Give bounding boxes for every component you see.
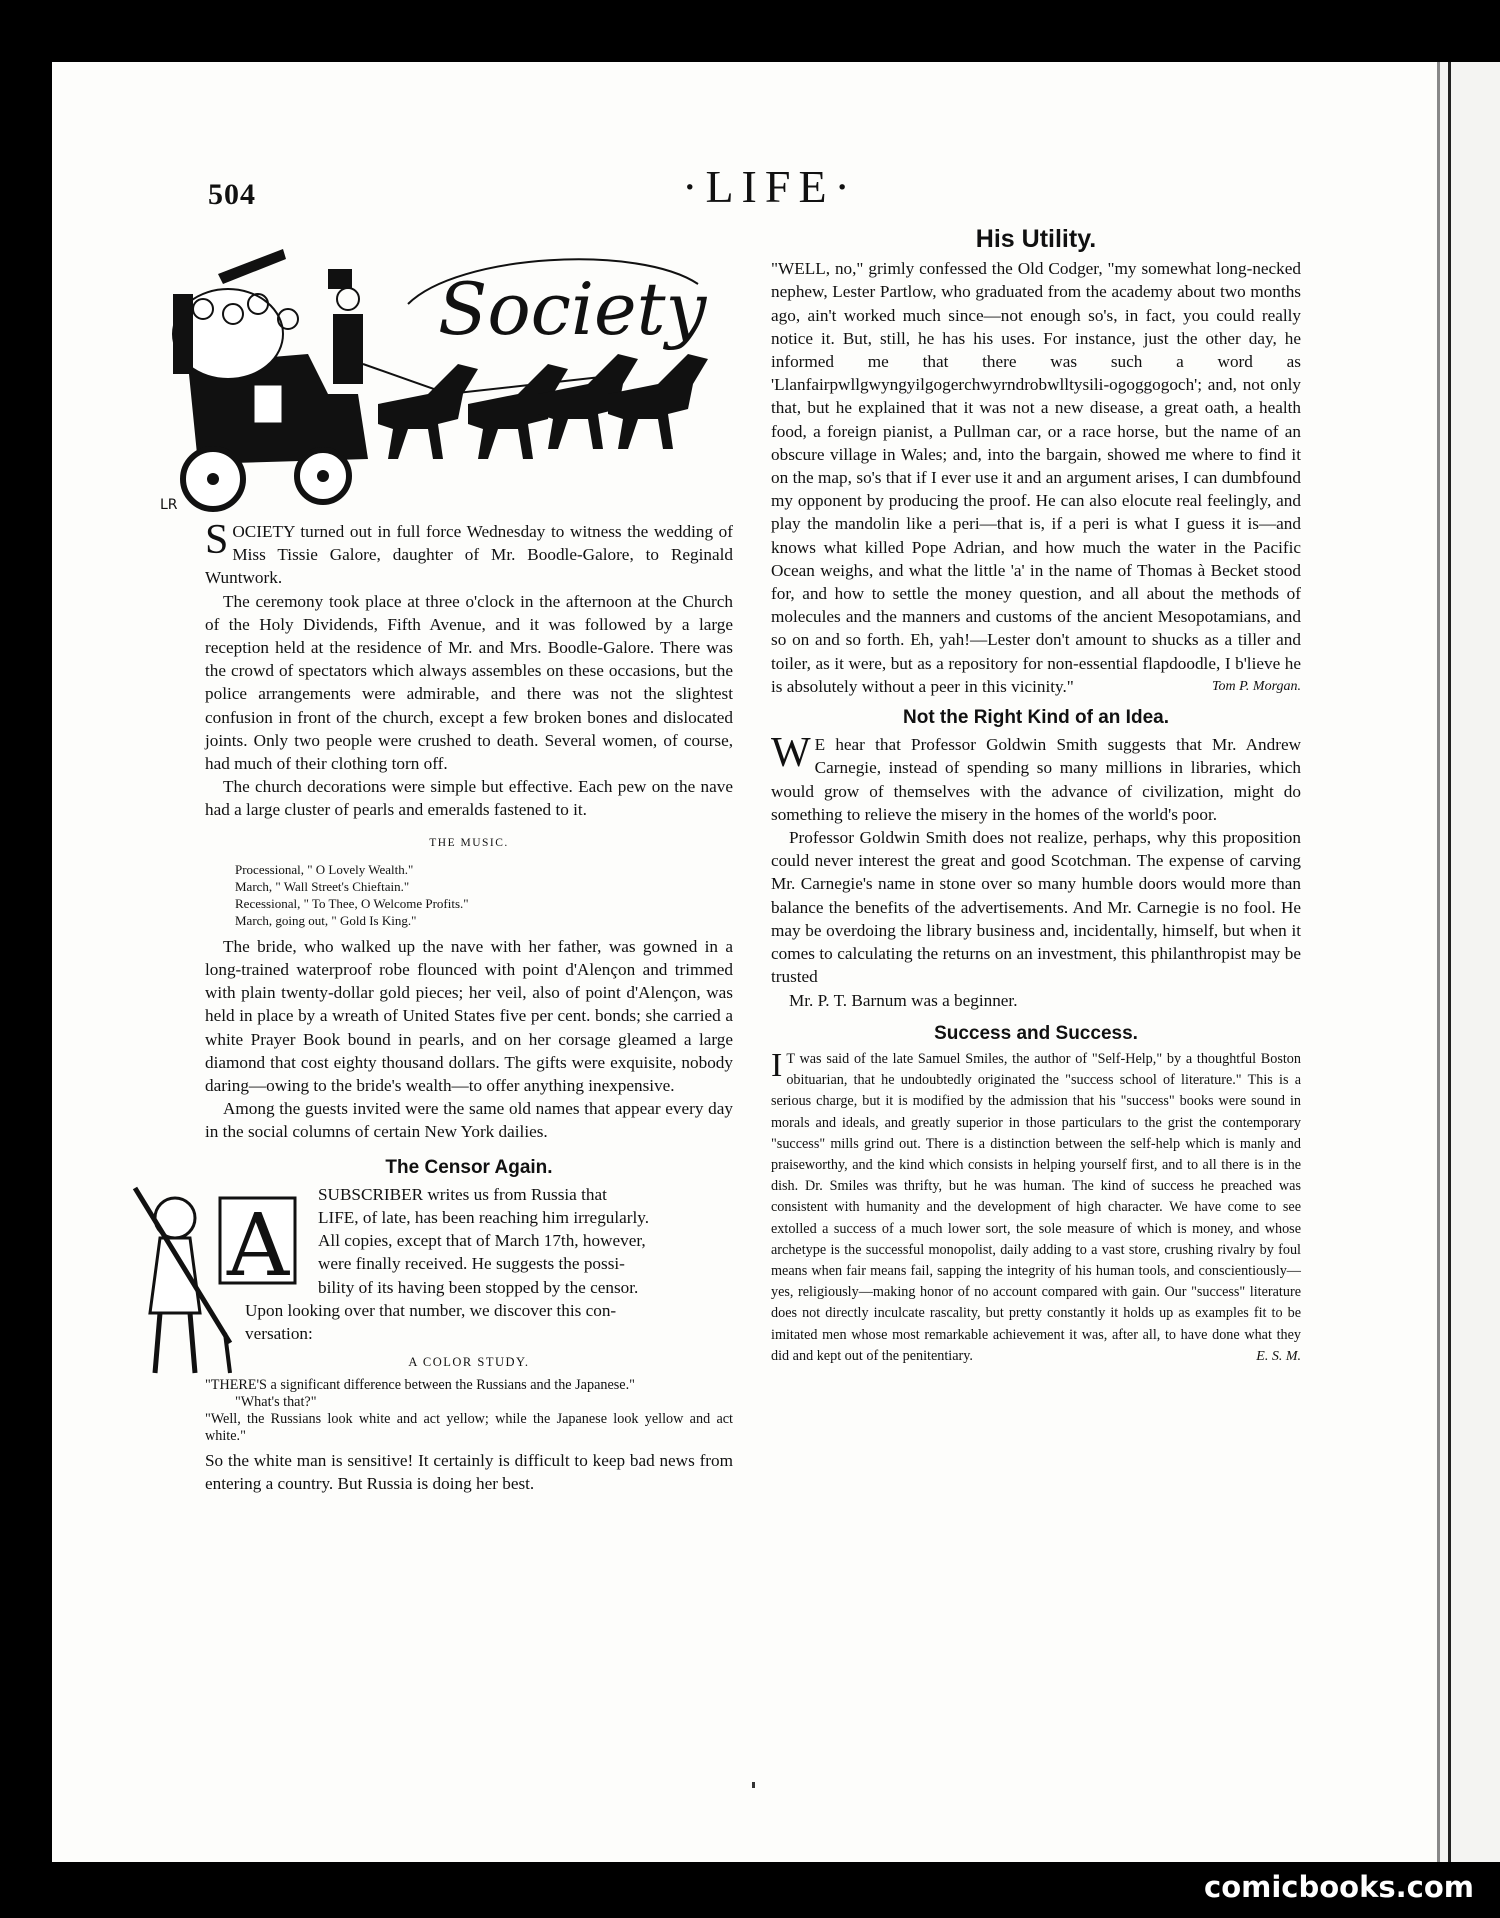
utility-heading: His Utility. bbox=[975, 225, 1097, 253]
idea-paragraph-3: Mr. P. T. Barnum was a beginner. bbox=[789, 990, 1018, 1010]
artist-figure-illustration bbox=[125, 1183, 305, 1453]
right-column bbox=[771, 225, 1301, 1367]
quote-3: "Well, the Russians look white and act yellow; while the Japanese look yellow and act white." bbox=[205, 1410, 733, 1444]
idea-heading: Not the Right Kind of an Idea. bbox=[903, 707, 1169, 729]
society-coach-illustration bbox=[158, 244, 738, 514]
idea-paragraph-2: Professor Goldwin Smith does not realize, perhaps, why this proposition could never interest the great and good Scotchman. The expense of carving Mr. Carnegie's name in stone over so many humble doors would more than balance the benefits of the advertisements. And Mr. Carnegie is no fool. He may be overdoing the library business and, incidentally, himself, but when it comes to calculating the returns on an investment, this philanthropist may be trusted bbox=[771, 828, 1301, 987]
utility-text: "WELL, no," grimly confessed the Old Codger, "my somewhat long-necked nephew, Lester Partlow, who graduated from the academy about two months ago, ain't worked much since—not enough so's, in fact, you could really notice it. But, still, he has his uses. For instance, just the other day, he informed me that there was such a word as 'Llanfairpwllgwyngyilgogerchwyrndrobwlltysili-ogoggogoch'; and, not only that, but he explained that it was not a new disease, a great oath, a health food, a foreign pianist, a Pullman car, or a race horse, but the name of an obscure village in Wales; and, into the bargain, showed me where to find it on the map, so's that if I ever use it and an argument arises, I can dumbfound my opponent by producing the proof. He can also elocute real feelingly, and play the mandolin like a peri—that is, if a peri is what I guess it is—and knows what killed Pope Adrian, and how much the water in the Pacific Ocean weighs, and what the little 'a' in the name of Thomas à Becket stood for, and how to settle the money question, and all about the methods of molecules and the manners and customs of the ancient Mesopotamians, and so on and so forth. Eh, yah!—Lester don't amount to shucks as a tiller and toiler, as it were, but as a repository for non-essential flapdoodle, I b'lieve he is absolutely without a peer in this vicinity." Tom P. Morgan. bbox=[771, 257, 1301, 698]
music-item: Processional, " O Lovely Wealth." bbox=[235, 861, 414, 877]
success-article: I T was said of the late Samuel Smiles, the author of "Self-Help," by a thoughtful Boston obituarian, that he undoubtedly originated the "success school of literature." This is a serious charge, but it is modified by the admission that his "success" books were sound in morals and ideals, and greatly superior in those particulars to the grist the contemporary "success" mills grind out. There is a distinction between the self-help which is manly and praiseworthy, and the kind which consists in helping yourself first, and to all there is in the dish. Dr. Smiles was thrifty, but he was human. The kind of success he preached was consistent with humanity and the development of high character. We have come to see extolled a success of a much lower sort, the sole measure of which is money, and whose archetype is the successful monopolist, daily adding to a vast store, crushing rivalry by foul means when fair means fail, sapping the integrity of his human tools, and conscientiously—yes, religiously—making honor of no account compared with gain. Our "success" literature does not directly inculcate rascality, but pretty constantly it holds up as examples fit to be imitated men whose most remarkable achievement it was, after all, to have done what they did and kept out of the penitentiary. E. S. M. bbox=[771, 1049, 1301, 1367]
page-number: 504 bbox=[208, 178, 256, 211]
censor-intro-lines: SUBSCRIBER writes us from Russia that LIFE, of late, has been reaching him irregularly. All copies, except that of March 17th, however, were finally received. He suggests the possi- bility of its having been stopped by the censor. bbox=[318, 1184, 650, 1297]
music-item: March, " Wall Street's Chieftain." bbox=[235, 878, 410, 894]
censor-article: A SUBSCRIBER writes us from Russia that LIFE, of late, has been reaching him irregularly. All copies, except that of March 17th, however, were finally received. He suggests the possi- bility of its having been stopped by the censor. Upon looking over that number, we discover this con- versation: A COLOR STUDY. "THERE'S a significant difference between the Russians and the Japanese." "What's that?" "Well, the Russians look white and act yellow; while the Japanese look yellow and act white." So the white man is sensitive! It certainly is difficult to keep bad news from entering a country. But Russia is doing her best. bbox=[205, 1183, 733, 1495]
music-item: Recessional, " To Thee, O Welcome Profits." bbox=[235, 895, 469, 911]
print-speck bbox=[752, 1782, 755, 1788]
censor-closing: So the white man is sensitive! It certainly is difficult to keep bad news from entering a country. But Russia is doing her best. bbox=[205, 1450, 733, 1493]
society-paragraph-1: SOCIETY turned out in full force Wednesday to witness the wedding of Miss Tissie Galore, daughter of Mr. Boodle-Galore, to Reginald Wuntwork. bbox=[205, 517, 733, 588]
society-paragraph-5: Among the guests invited were the same old names that appear every day in the social columns of certain New York dailies. bbox=[205, 1099, 733, 1142]
artist-monogram: LR bbox=[160, 497, 178, 513]
utility-signature: Tom P. Morgan. bbox=[1212, 678, 1301, 694]
quote-1: "THERE'S a significant difference between the Russians and the Japanese." bbox=[205, 1376, 635, 1393]
society-paragraph-2: The ceremony took place at three o'clock in the afternoon at the Church of the Holy Dividends, Fifth Avenue, and it was followed by a large reception held at the residence of Mr. and Mrs. Boodle-Galore. There was the crowd of spectators which always assembles on these occasions, but the police arrangements were admirable, and there was not the slightest confusion in front of the church, except a few broken bones and dislocated joints. Only two people were crushed to death. Several women, of course, had much of their clothing torn off. bbox=[205, 591, 733, 774]
idea-paragraph-1: W E hear that Professor Goldwin Smith suggests that Mr. Andrew Carnegie, instead of spending so many millions in libraries, which would grow of themselves with the advance of civilization, might do something to relieve the misery in the homes of the world's poor. bbox=[771, 730, 1301, 824]
society-paragraph-3: The church decorations were simple but effective. Each pew on the nave had a large cluster of pearls and emeralds fastened to it. bbox=[205, 777, 733, 820]
society-title-lettering: Society bbox=[438, 267, 707, 351]
censor-dropcap: A bbox=[227, 1195, 290, 1296]
success-signature: E. S. M. bbox=[1256, 1348, 1301, 1364]
censor-heading: The Censor Again. bbox=[385, 1156, 553, 1178]
music-heading: THE MUSIC. bbox=[429, 836, 509, 849]
quote-2: "What's that?" bbox=[235, 1393, 317, 1410]
society-paragraph-4: The bride, who walked up the nave with her father, was gowned in a long-trained waterproof robe flounced with point d'Alençon and trimmed with plain twenty-dollar gold pieces; her veil, also of point d'Alençon, was held in place by a wreath of United States five per cent. bonds; she carried a white Prayer Book bound in pearls, and on her corsage gleamed a large diamond that cost eighty thousand dollars. The gifts were exquisite, nobody daring—owing to the bride's wealth—to offer anything inexpensive. bbox=[205, 936, 733, 1096]
color-study-title: A COLOR STUDY. bbox=[408, 1355, 530, 1370]
success-heading: Success and Success. bbox=[934, 1022, 1138, 1044]
facing-page-edge bbox=[1440, 62, 1500, 1862]
success-dropcap: I bbox=[771, 1046, 783, 1084]
society-dropcap: S bbox=[205, 517, 229, 563]
masthead-title: ·LIFE· bbox=[682, 161, 858, 212]
left-column bbox=[205, 517, 733, 1495]
watermark: comicbooks.com bbox=[1204, 1870, 1474, 1904]
idea-dropcap: W bbox=[771, 730, 811, 777]
music-item: March, going out, " Gold Is King." bbox=[235, 912, 417, 928]
